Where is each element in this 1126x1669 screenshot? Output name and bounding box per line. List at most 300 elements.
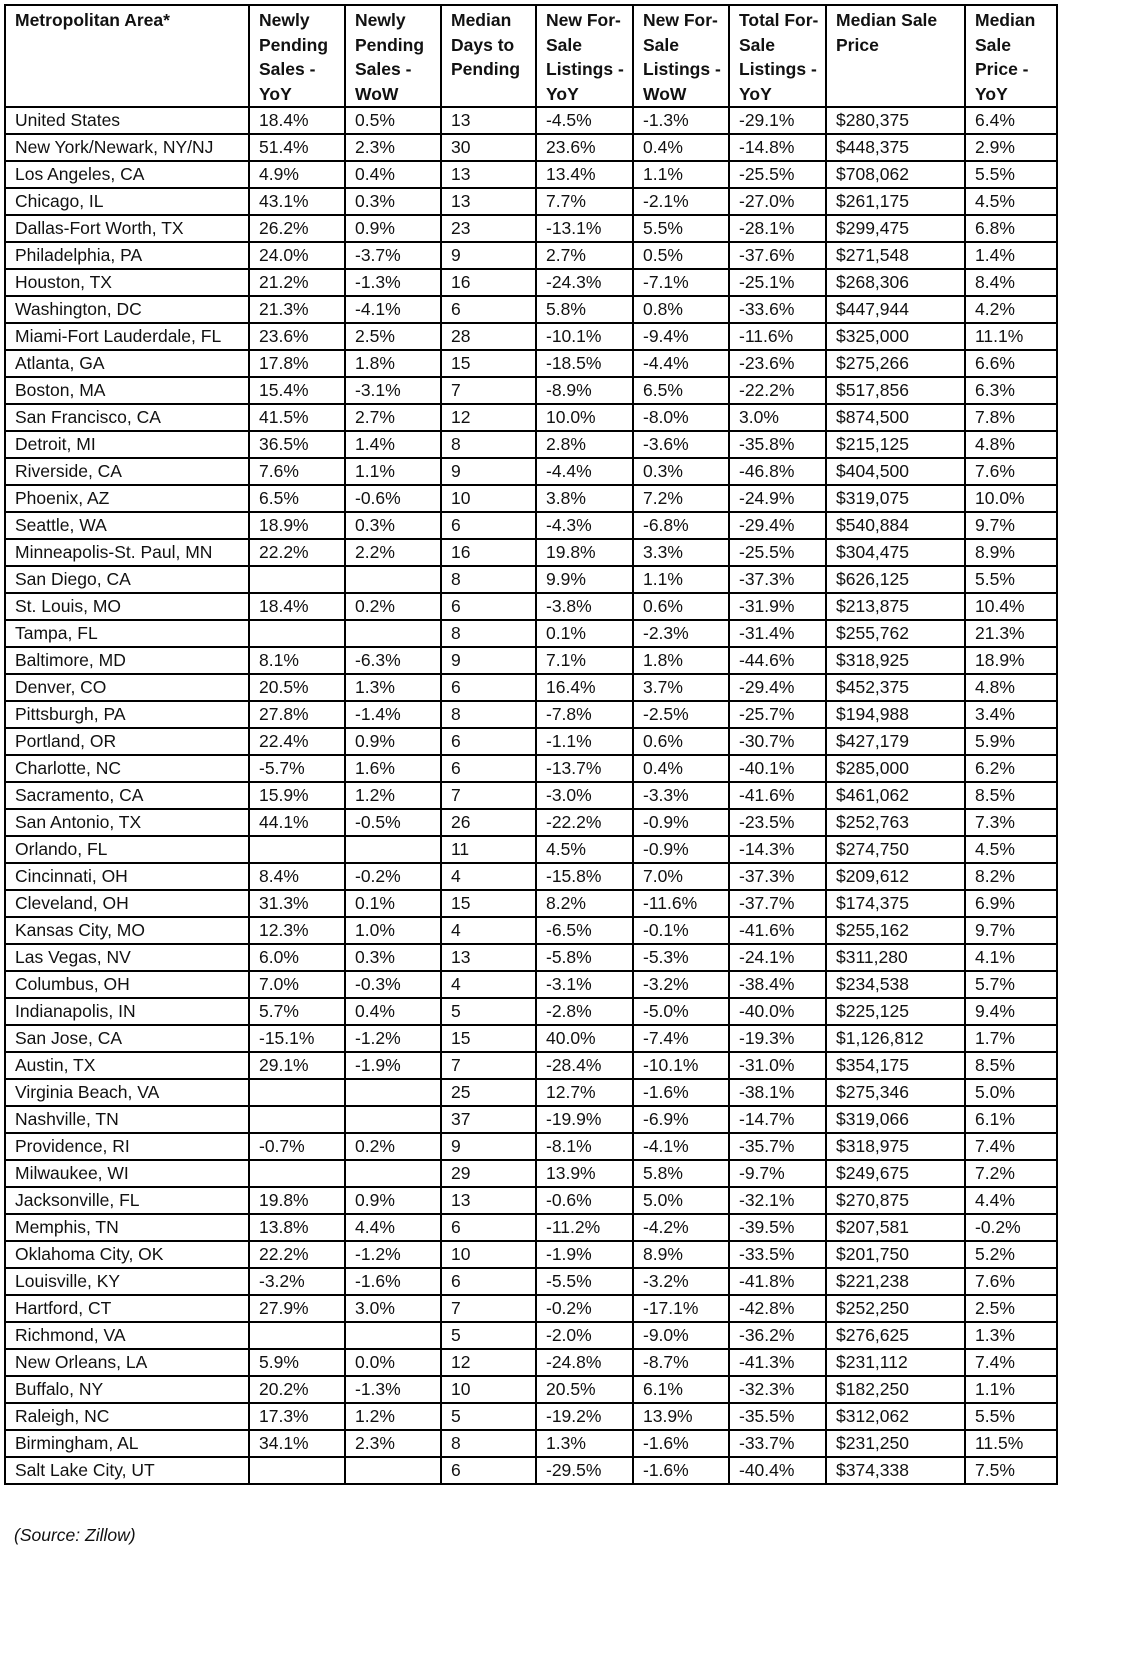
- cell-new-listings-wow: 0.4%: [633, 755, 729, 782]
- cell-median-days-to-pending: 4: [441, 863, 536, 890]
- cell-median-sale-price: $1,126,812: [826, 1025, 965, 1052]
- column-header-metro-area: Metropolitan Area*: [5, 5, 249, 107]
- cell-median-sale-price-yoy: -0.2%: [965, 1214, 1057, 1241]
- cell-median-days-to-pending: 5: [441, 1322, 536, 1349]
- cell-pending-sales-yoy: [249, 836, 345, 863]
- cell-median-days-to-pending: 7: [441, 1295, 536, 1322]
- cell-median-days-to-pending: 13: [441, 1187, 536, 1214]
- cell-pending-sales-wow: 1.0%: [345, 917, 441, 944]
- cell-metro-area: Oklahoma City, OK: [5, 1241, 249, 1268]
- cell-median-sale-price-yoy: 10.0%: [965, 485, 1057, 512]
- cell-new-listings-wow: -1.3%: [633, 107, 729, 134]
- cell-new-listings-yoy: -19.2%: [536, 1403, 633, 1430]
- column-header-median-sale-price: Median Sale Price: [826, 5, 965, 107]
- cell-median-sale-price-yoy: 1.7%: [965, 1025, 1057, 1052]
- cell-pending-sales-yoy: 15.9%: [249, 782, 345, 809]
- cell-new-listings-wow: -2.1%: [633, 188, 729, 215]
- cell-median-sale-price: $252,763: [826, 809, 965, 836]
- table-row: [5, 566, 1057, 593]
- cell-new-listings-yoy: -4.5%: [536, 107, 633, 134]
- cell-pending-sales-wow: [345, 566, 441, 593]
- cell-new-listings-wow: 0.6%: [633, 728, 729, 755]
- table-row: [5, 755, 1057, 782]
- cell-pending-sales-wow: -3.1%: [345, 377, 441, 404]
- cell-median-days-to-pending: 9: [441, 458, 536, 485]
- cell-new-listings-yoy: -13.7%: [536, 755, 633, 782]
- cell-median-days-to-pending: 23: [441, 215, 536, 242]
- cell-pending-sales-wow: -1.2%: [345, 1025, 441, 1052]
- cell-new-listings-wow: -0.9%: [633, 836, 729, 863]
- cell-metro-area: Memphis, TN: [5, 1214, 249, 1241]
- cell-pending-sales-yoy: [249, 1106, 345, 1133]
- cell-new-listings-yoy: -29.5%: [536, 1457, 633, 1484]
- cell-pending-sales-yoy: 43.1%: [249, 188, 345, 215]
- cell-new-listings-yoy: 9.9%: [536, 566, 633, 593]
- table-row: [5, 863, 1057, 890]
- cell-new-listings-wow: -8.0%: [633, 404, 729, 431]
- cell-median-days-to-pending: 7: [441, 782, 536, 809]
- cell-metro-area: Denver, CO: [5, 674, 249, 701]
- cell-new-listings-wow: -3.2%: [633, 971, 729, 998]
- cell-new-listings-yoy: -1.9%: [536, 1241, 633, 1268]
- cell-new-listings-wow: -1.6%: [633, 1457, 729, 1484]
- cell-median-days-to-pending: 8: [441, 431, 536, 458]
- cell-pending-sales-yoy: 51.4%: [249, 134, 345, 161]
- cell-total-listings-yoy: -27.0%: [729, 188, 826, 215]
- cell-pending-sales-yoy: 36.5%: [249, 431, 345, 458]
- cell-metro-area: United States: [5, 107, 249, 134]
- cell-pending-sales-wow: -1.4%: [345, 701, 441, 728]
- cell-median-sale-price-yoy: 6.6%: [965, 350, 1057, 377]
- cell-metro-area: San Jose, CA: [5, 1025, 249, 1052]
- cell-median-days-to-pending: 26: [441, 809, 536, 836]
- cell-median-sale-price: $268,306: [826, 269, 965, 296]
- cell-median-sale-price: $311,280: [826, 944, 965, 971]
- cell-new-listings-wow: -3.2%: [633, 1268, 729, 1295]
- cell-median-days-to-pending: 6: [441, 593, 536, 620]
- cell-pending-sales-wow: 0.2%: [345, 593, 441, 620]
- cell-total-listings-yoy: -40.1%: [729, 755, 826, 782]
- cell-pending-sales-wow: -4.1%: [345, 296, 441, 323]
- cell-metro-area: Jacksonville, FL: [5, 1187, 249, 1214]
- cell-new-listings-wow: -4.2%: [633, 1214, 729, 1241]
- cell-pending-sales-yoy: 29.1%: [249, 1052, 345, 1079]
- cell-median-sale-price: $234,538: [826, 971, 965, 998]
- table-row: [5, 917, 1057, 944]
- cell-new-listings-yoy: -1.1%: [536, 728, 633, 755]
- cell-median-days-to-pending: 13: [441, 188, 536, 215]
- table-row: [5, 1106, 1057, 1133]
- cell-median-days-to-pending: 7: [441, 1052, 536, 1079]
- cell-median-sale-price-yoy: 8.5%: [965, 1052, 1057, 1079]
- cell-median-days-to-pending: 10: [441, 1241, 536, 1268]
- cell-metro-area: Boston, MA: [5, 377, 249, 404]
- cell-new-listings-yoy: 3.8%: [536, 485, 633, 512]
- cell-total-listings-yoy: -31.9%: [729, 593, 826, 620]
- cell-metro-area: Sacramento, CA: [5, 782, 249, 809]
- column-header-new-listings-yoy: New For-Sale Listings - YoY: [536, 5, 633, 107]
- cell-new-listings-yoy: -19.9%: [536, 1106, 633, 1133]
- cell-median-sale-price: $275,346: [826, 1079, 965, 1106]
- cell-metro-area: Pittsburgh, PA: [5, 701, 249, 728]
- cell-median-sale-price-yoy: 5.5%: [965, 161, 1057, 188]
- cell-total-listings-yoy: -29.1%: [729, 107, 826, 134]
- cell-metro-area: San Francisco, CA: [5, 404, 249, 431]
- cell-pending-sales-wow: -1.2%: [345, 1241, 441, 1268]
- cell-new-listings-yoy: -11.2%: [536, 1214, 633, 1241]
- cell-total-listings-yoy: -14.8%: [729, 134, 826, 161]
- cell-median-sale-price-yoy: 7.4%: [965, 1349, 1057, 1376]
- cell-pending-sales-wow: 0.9%: [345, 1187, 441, 1214]
- cell-new-listings-yoy: 8.2%: [536, 890, 633, 917]
- cell-total-listings-yoy: -35.8%: [729, 431, 826, 458]
- cell-metro-area: Phoenix, AZ: [5, 485, 249, 512]
- cell-total-listings-yoy: -24.1%: [729, 944, 826, 971]
- cell-new-listings-yoy: 16.4%: [536, 674, 633, 701]
- cell-pending-sales-yoy: 5.9%: [249, 1349, 345, 1376]
- cell-pending-sales-yoy: 21.2%: [249, 269, 345, 296]
- cell-median-sale-price-yoy: 5.7%: [965, 971, 1057, 998]
- cell-pending-sales-wow: [345, 1322, 441, 1349]
- cell-new-listings-wow: 7.0%: [633, 863, 729, 890]
- table-row: [5, 188, 1057, 215]
- cell-metro-area: Birmingham, AL: [5, 1430, 249, 1457]
- cell-pending-sales-wow: -3.7%: [345, 242, 441, 269]
- cell-metro-area: Cincinnati, OH: [5, 863, 249, 890]
- cell-new-listings-yoy: -13.1%: [536, 215, 633, 242]
- cell-median-days-to-pending: 11: [441, 836, 536, 863]
- cell-pending-sales-yoy: -15.1%: [249, 1025, 345, 1052]
- cell-total-listings-yoy: -9.7%: [729, 1160, 826, 1187]
- cell-median-sale-price: $461,062: [826, 782, 965, 809]
- cell-metro-area: New Orleans, LA: [5, 1349, 249, 1376]
- cell-pending-sales-wow: 0.3%: [345, 512, 441, 539]
- cell-new-listings-wow: -7.1%: [633, 269, 729, 296]
- cell-new-listings-wow: 0.5%: [633, 242, 729, 269]
- cell-median-days-to-pending: 12: [441, 404, 536, 431]
- cell-total-listings-yoy: -35.7%: [729, 1133, 826, 1160]
- cell-new-listings-yoy: -15.8%: [536, 863, 633, 890]
- cell-new-listings-wow: 3.7%: [633, 674, 729, 701]
- cell-median-sale-price: $325,000: [826, 323, 965, 350]
- cell-pending-sales-yoy: 44.1%: [249, 809, 345, 836]
- cell-pending-sales-wow: 1.2%: [345, 1403, 441, 1430]
- cell-metro-area: San Antonio, TX: [5, 809, 249, 836]
- cell-metro-area: Los Angeles, CA: [5, 161, 249, 188]
- cell-median-days-to-pending: 6: [441, 674, 536, 701]
- cell-pending-sales-yoy: 7.6%: [249, 458, 345, 485]
- cell-total-listings-yoy: -44.6%: [729, 647, 826, 674]
- cell-pending-sales-yoy: [249, 1322, 345, 1349]
- cell-new-listings-yoy: -3.1%: [536, 971, 633, 998]
- cell-median-days-to-pending: 8: [441, 701, 536, 728]
- cell-median-sale-price-yoy: 4.5%: [965, 836, 1057, 863]
- cell-total-listings-yoy: 3.0%: [729, 404, 826, 431]
- cell-total-listings-yoy: -31.4%: [729, 620, 826, 647]
- cell-pending-sales-wow: 0.2%: [345, 1133, 441, 1160]
- cell-new-listings-yoy: 20.5%: [536, 1376, 633, 1403]
- cell-new-listings-wow: 0.3%: [633, 458, 729, 485]
- cell-median-sale-price: $452,375: [826, 674, 965, 701]
- cell-new-listings-wow: -0.1%: [633, 917, 729, 944]
- cell-pending-sales-wow: [345, 620, 441, 647]
- cell-new-listings-wow: -1.6%: [633, 1430, 729, 1457]
- table-row: [5, 1403, 1057, 1430]
- table-row: [5, 215, 1057, 242]
- cell-median-sale-price: $319,075: [826, 485, 965, 512]
- cell-pending-sales-yoy: 22.2%: [249, 1241, 345, 1268]
- cell-median-sale-price-yoy: 11.5%: [965, 1430, 1057, 1457]
- cell-median-sale-price: $448,375: [826, 134, 965, 161]
- cell-pending-sales-yoy: 6.5%: [249, 485, 345, 512]
- cell-pending-sales-wow: 1.8%: [345, 350, 441, 377]
- cell-metro-area: San Diego, CA: [5, 566, 249, 593]
- cell-median-days-to-pending: 25: [441, 1079, 536, 1106]
- cell-new-listings-wow: -2.3%: [633, 620, 729, 647]
- cell-median-sale-price: $201,750: [826, 1241, 965, 1268]
- cell-new-listings-yoy: 13.9%: [536, 1160, 633, 1187]
- cell-pending-sales-wow: -0.3%: [345, 971, 441, 998]
- cell-median-sale-price-yoy: 9.7%: [965, 917, 1057, 944]
- table-row: [5, 1133, 1057, 1160]
- cell-new-listings-yoy: -22.2%: [536, 809, 633, 836]
- cell-pending-sales-yoy: [249, 1079, 345, 1106]
- cell-median-sale-price-yoy: 4.5%: [965, 188, 1057, 215]
- cell-median-sale-price-yoy: 1.4%: [965, 242, 1057, 269]
- cell-new-listings-wow: -0.9%: [633, 809, 729, 836]
- cell-metro-area: Providence, RI: [5, 1133, 249, 1160]
- column-header-median-days-to-pending: Median Days to Pending: [441, 5, 536, 107]
- cell-pending-sales-yoy: -5.7%: [249, 755, 345, 782]
- cell-median-days-to-pending: 30: [441, 134, 536, 161]
- cell-median-days-to-pending: 15: [441, 1025, 536, 1052]
- cell-median-sale-price-yoy: 7.8%: [965, 404, 1057, 431]
- cell-total-listings-yoy: -32.3%: [729, 1376, 826, 1403]
- cell-metro-area: Dallas-Fort Worth, TX: [5, 215, 249, 242]
- cell-median-sale-price-yoy: 7.5%: [965, 1457, 1057, 1484]
- cell-new-listings-yoy: 7.1%: [536, 647, 633, 674]
- cell-median-sale-price: $213,875: [826, 593, 965, 620]
- cell-pending-sales-yoy: 13.8%: [249, 1214, 345, 1241]
- cell-new-listings-wow: -9.4%: [633, 323, 729, 350]
- cell-median-days-to-pending: 4: [441, 971, 536, 998]
- cell-pending-sales-wow: 4.4%: [345, 1214, 441, 1241]
- cell-median-sale-price: $249,675: [826, 1160, 965, 1187]
- cell-new-listings-wow: -11.6%: [633, 890, 729, 917]
- cell-new-listings-yoy: -2.0%: [536, 1322, 633, 1349]
- table-row: [5, 404, 1057, 431]
- cell-median-sale-price-yoy: 5.5%: [965, 1403, 1057, 1430]
- cell-median-days-to-pending: 8: [441, 620, 536, 647]
- cell-median-sale-price-yoy: 7.2%: [965, 1160, 1057, 1187]
- cell-new-listings-wow: -4.1%: [633, 1133, 729, 1160]
- cell-new-listings-wow: -6.8%: [633, 512, 729, 539]
- cell-new-listings-wow: -1.6%: [633, 1079, 729, 1106]
- cell-total-listings-yoy: -25.5%: [729, 161, 826, 188]
- cell-median-sale-price-yoy: 10.4%: [965, 593, 1057, 620]
- cell-pending-sales-yoy: 6.0%: [249, 944, 345, 971]
- cell-pending-sales-yoy: 24.0%: [249, 242, 345, 269]
- cell-metro-area: Buffalo, NY: [5, 1376, 249, 1403]
- table-row: [5, 1349, 1057, 1376]
- cell-median-sale-price-yoy: 8.4%: [965, 269, 1057, 296]
- cell-total-listings-yoy: -37.6%: [729, 242, 826, 269]
- cell-pending-sales-wow: 2.5%: [345, 323, 441, 350]
- cell-median-sale-price-yoy: 5.9%: [965, 728, 1057, 755]
- table-row: [5, 728, 1057, 755]
- table-row: [5, 1322, 1057, 1349]
- cell-new-listings-yoy: -3.0%: [536, 782, 633, 809]
- cell-pending-sales-wow: -1.9%: [345, 1052, 441, 1079]
- cell-new-listings-yoy: -5.5%: [536, 1268, 633, 1295]
- table-row: [5, 1160, 1057, 1187]
- cell-metro-area: Minneapolis-St. Paul, MN: [5, 539, 249, 566]
- cell-pending-sales-yoy: 8.4%: [249, 863, 345, 890]
- cell-pending-sales-wow: 0.9%: [345, 215, 441, 242]
- cell-metro-area: Chicago, IL: [5, 188, 249, 215]
- cell-pending-sales-yoy: 27.9%: [249, 1295, 345, 1322]
- cell-median-sale-price-yoy: 3.4%: [965, 701, 1057, 728]
- cell-median-sale-price: $285,000: [826, 755, 965, 782]
- cell-pending-sales-yoy: 22.2%: [249, 539, 345, 566]
- cell-median-sale-price-yoy: 2.5%: [965, 1295, 1057, 1322]
- cell-median-sale-price: $215,125: [826, 431, 965, 458]
- cell-pending-sales-wow: -0.6%: [345, 485, 441, 512]
- cell-pending-sales-wow: 0.9%: [345, 728, 441, 755]
- cell-new-listings-yoy: 1.3%: [536, 1430, 633, 1457]
- table-row: [5, 1052, 1057, 1079]
- cell-median-sale-price: $404,500: [826, 458, 965, 485]
- cell-pending-sales-wow: [345, 836, 441, 863]
- cell-total-listings-yoy: -41.3%: [729, 1349, 826, 1376]
- cell-median-days-to-pending: 5: [441, 1403, 536, 1430]
- cell-total-listings-yoy: -37.7%: [729, 890, 826, 917]
- cell-new-listings-yoy: -0.6%: [536, 1187, 633, 1214]
- table-row: [5, 350, 1057, 377]
- cell-total-listings-yoy: -40.0%: [729, 998, 826, 1025]
- cell-median-sale-price: $209,612: [826, 863, 965, 890]
- table-row: [5, 998, 1057, 1025]
- cell-median-sale-price-yoy: 6.4%: [965, 107, 1057, 134]
- cell-median-sale-price: $874,500: [826, 404, 965, 431]
- cell-new-listings-yoy: -24.3%: [536, 269, 633, 296]
- cell-median-sale-price-yoy: 7.6%: [965, 458, 1057, 485]
- cell-median-sale-price-yoy: 9.7%: [965, 512, 1057, 539]
- cell-pending-sales-wow: 0.4%: [345, 998, 441, 1025]
- cell-median-sale-price-yoy: 6.3%: [965, 377, 1057, 404]
- cell-metro-area: Indianapolis, IN: [5, 998, 249, 1025]
- table-row: [5, 782, 1057, 809]
- cell-median-sale-price-yoy: 7.6%: [965, 1268, 1057, 1295]
- cell-metro-area: Austin, TX: [5, 1052, 249, 1079]
- cell-median-sale-price: $174,375: [826, 890, 965, 917]
- cell-pending-sales-wow: 2.3%: [345, 1430, 441, 1457]
- cell-new-listings-wow: 6.1%: [633, 1376, 729, 1403]
- table-row: [5, 539, 1057, 566]
- cell-total-listings-yoy: -33.5%: [729, 1241, 826, 1268]
- cell-pending-sales-yoy: 34.1%: [249, 1430, 345, 1457]
- cell-metro-area: Seattle, WA: [5, 512, 249, 539]
- column-header-pending-sales-wow: Newly Pending Sales - WoW: [345, 5, 441, 107]
- cell-metro-area: Milwaukee, WI: [5, 1160, 249, 1187]
- cell-median-sale-price-yoy: 6.9%: [965, 890, 1057, 917]
- table-row: [5, 944, 1057, 971]
- cell-pending-sales-wow: [345, 1160, 441, 1187]
- cell-pending-sales-yoy: 21.3%: [249, 296, 345, 323]
- cell-pending-sales-yoy: 19.8%: [249, 1187, 345, 1214]
- cell-pending-sales-yoy: 18.4%: [249, 593, 345, 620]
- cell-median-days-to-pending: 6: [441, 1457, 536, 1484]
- cell-metro-area: Kansas City, MO: [5, 917, 249, 944]
- cell-new-listings-wow: -10.1%: [633, 1052, 729, 1079]
- cell-median-sale-price: $252,250: [826, 1295, 965, 1322]
- cell-total-listings-yoy: -35.5%: [729, 1403, 826, 1430]
- cell-total-listings-yoy: -25.7%: [729, 701, 826, 728]
- cell-total-listings-yoy: -36.2%: [729, 1322, 826, 1349]
- cell-pending-sales-wow: 2.3%: [345, 134, 441, 161]
- cell-pending-sales-wow: [345, 1106, 441, 1133]
- cell-new-listings-yoy: -3.8%: [536, 593, 633, 620]
- cell-new-listings-wow: -5.0%: [633, 998, 729, 1025]
- cell-median-days-to-pending: 37: [441, 1106, 536, 1133]
- cell-median-days-to-pending: 8: [441, 1430, 536, 1457]
- cell-median-sale-price-yoy: 5.0%: [965, 1079, 1057, 1106]
- cell-new-listings-yoy: -7.8%: [536, 701, 633, 728]
- cell-pending-sales-yoy: 27.8%: [249, 701, 345, 728]
- cell-median-sale-price: $540,884: [826, 512, 965, 539]
- cell-metro-area: Richmond, VA: [5, 1322, 249, 1349]
- cell-median-sale-price: $225,125: [826, 998, 965, 1025]
- cell-new-listings-yoy: -6.5%: [536, 917, 633, 944]
- table-row: [5, 647, 1057, 674]
- cell-pending-sales-wow: 1.4%: [345, 431, 441, 458]
- cell-new-listings-yoy: 13.4%: [536, 161, 633, 188]
- cell-pending-sales-yoy: 17.8%: [249, 350, 345, 377]
- cell-median-sale-price-yoy: 4.4%: [965, 1187, 1057, 1214]
- table-row: [5, 1295, 1057, 1322]
- cell-new-listings-wow: -3.3%: [633, 782, 729, 809]
- cell-new-listings-wow: -9.0%: [633, 1322, 729, 1349]
- cell-new-listings-wow: 1.8%: [633, 647, 729, 674]
- cell-metro-area: Salt Lake City, UT: [5, 1457, 249, 1484]
- cell-median-days-to-pending: 13: [441, 944, 536, 971]
- cell-new-listings-yoy: -2.8%: [536, 998, 633, 1025]
- cell-total-listings-yoy: -37.3%: [729, 863, 826, 890]
- cell-new-listings-wow: 1.1%: [633, 161, 729, 188]
- cell-total-listings-yoy: -25.1%: [729, 269, 826, 296]
- cell-metro-area: Miami-Fort Lauderdale, FL: [5, 323, 249, 350]
- cell-median-days-to-pending: 15: [441, 890, 536, 917]
- cell-median-sale-price-yoy: 1.3%: [965, 1322, 1057, 1349]
- cell-new-listings-wow: 1.1%: [633, 566, 729, 593]
- cell-metro-area: Washington, DC: [5, 296, 249, 323]
- cell-metro-area: Charlotte, NC: [5, 755, 249, 782]
- cell-pending-sales-yoy: 18.9%: [249, 512, 345, 539]
- cell-median-sale-price: $261,175: [826, 188, 965, 215]
- cell-median-sale-price: $276,625: [826, 1322, 965, 1349]
- table-row: [5, 107, 1057, 134]
- cell-new-listings-wow: -17.1%: [633, 1295, 729, 1322]
- cell-new-listings-wow: 0.4%: [633, 134, 729, 161]
- cell-pending-sales-yoy: 20.2%: [249, 1376, 345, 1403]
- cell-pending-sales-yoy: 31.3%: [249, 890, 345, 917]
- cell-new-listings-wow: -8.7%: [633, 1349, 729, 1376]
- cell-median-sale-price: $194,988: [826, 701, 965, 728]
- cell-median-sale-price-yoy: 7.3%: [965, 809, 1057, 836]
- cell-median-sale-price-yoy: 4.8%: [965, 431, 1057, 458]
- cell-median-sale-price-yoy: 18.9%: [965, 647, 1057, 674]
- cell-pending-sales-wow: -0.2%: [345, 863, 441, 890]
